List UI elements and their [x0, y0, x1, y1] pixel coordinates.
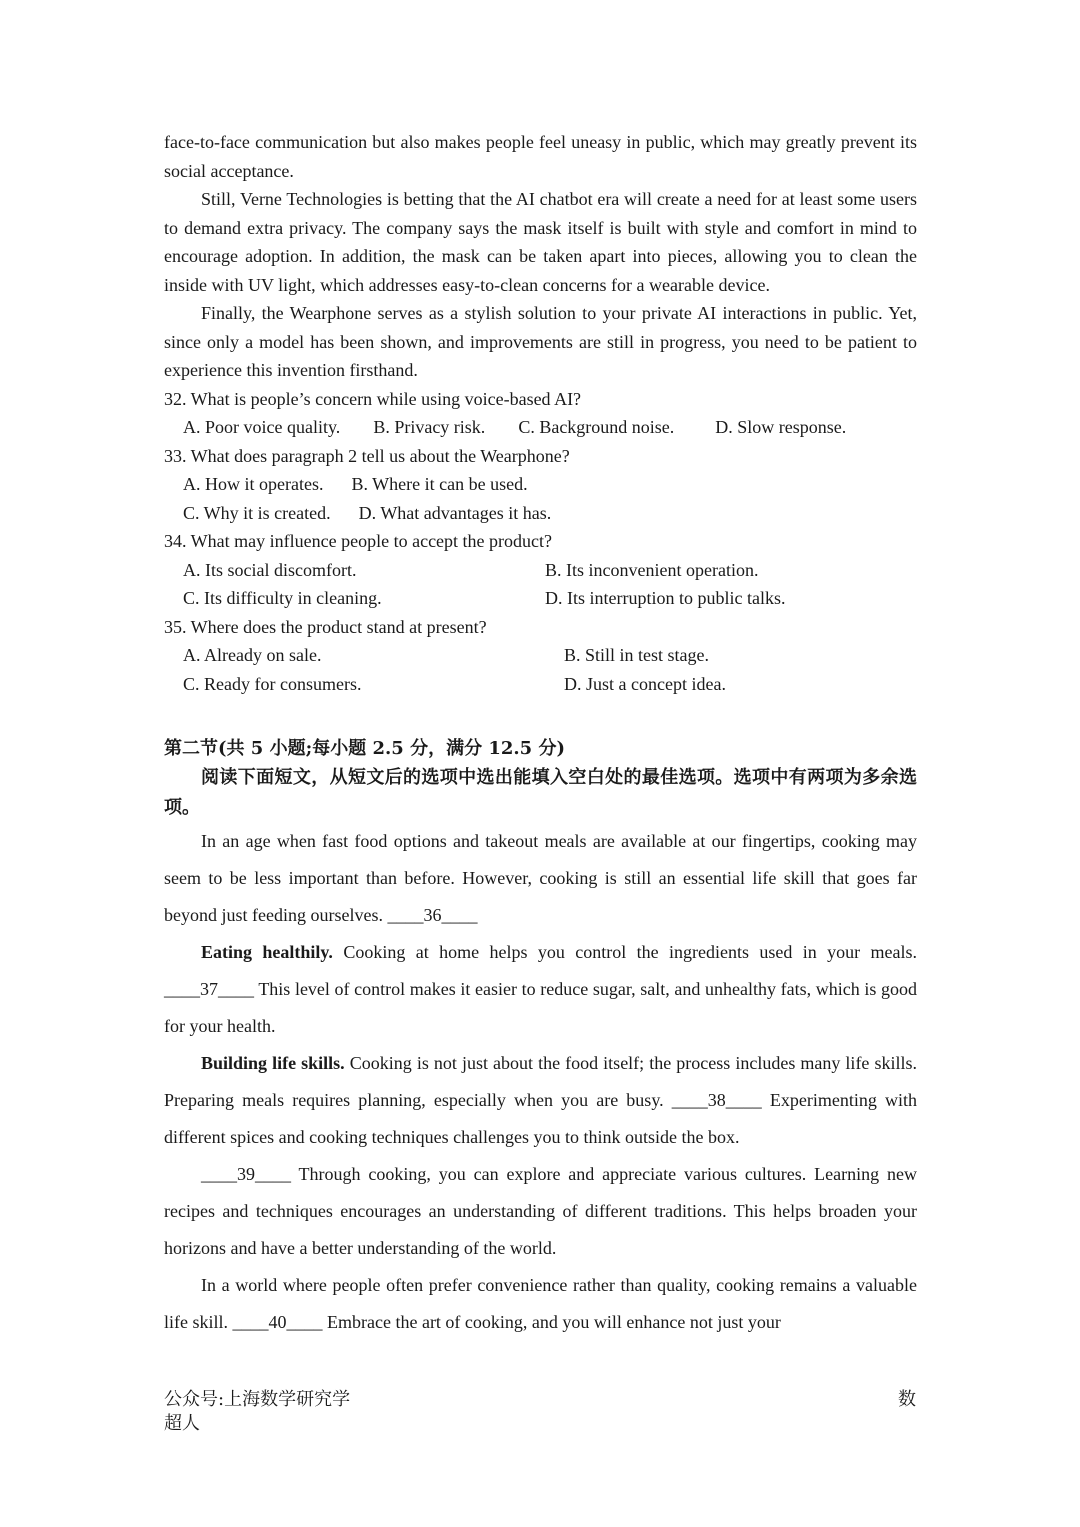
option-33-a: A. How it operates.: [183, 474, 324, 494]
question-stem-33: 33. What does paragraph 2 tell us about the Wearphone?: [164, 445, 570, 466]
passage-paragraph: face-to-face communication but also makes people feel uneasy in public, which may greatly prevent its social acceptance.: [164, 132, 917, 181]
options-34-row2: [164, 584, 917, 613]
footer-left: 公众号:上海数学研究学超人: [164, 1389, 351, 1434]
cloze-paragraph-4: ____39____ Through cooking, you can explore and appreciate various cultures. Learning new recipes and techniques encourages an understanding of different traditions. This helps broaden your horizons and have a better understanding of the world.: [164, 1164, 917, 1258]
option-35-b: B. Still in test stage.: [564, 645, 710, 665]
options-32: [164, 413, 917, 442]
option-34-d: D. Its interruption to public talks.: [545, 588, 786, 608]
blank-36: ____36____: [387, 905, 478, 925]
option-35-a: A. Already on sale.: [183, 645, 322, 665]
blank-39: ____39____: [201, 1164, 291, 1184]
options-33-row1: [164, 470, 917, 499]
option-32-d: D. Slow response.: [715, 417, 847, 437]
document-page: [164, 128, 917, 1341]
passage-paragraph: Still, Verne Technologies is betting that the AI chatbot era will create a need for at least some users to demand extra privacy. The company says the mask itself is built with style and comfort in mind to encourage adoption. In addition, the mask can be taken apart into pieces, allowing you to clean the inside with UV light, which addresses easy-to-clean concerns for a wearable device.: [164, 189, 917, 295]
question-stem-35: 35. Where does the product stand at present?: [164, 616, 487, 637]
options-33-row2: [164, 499, 917, 528]
option-32-b: B. Privacy risk.: [373, 417, 486, 437]
options-35-row2: [164, 670, 917, 699]
blank-38: ____38____: [671, 1090, 762, 1110]
blank-37: ____37____: [164, 979, 254, 999]
option-32-c: C. Background noise.: [518, 417, 675, 437]
footer-right: 数: [898, 1389, 916, 1410]
heading-building-life-skills: Building life skills.: [201, 1053, 345, 1073]
heading-eating-healthily: Eating healthily.: [201, 942, 333, 962]
question-stem-34: 34. What may influence people to accept the product?: [164, 531, 553, 551]
options-34-row1: [164, 556, 917, 585]
section-instruction: 阅读下面短文，从短文后的选项中选出能填入空白处的最佳选项。选项中有两项为多余选项。: [164, 767, 917, 818]
cloze-paragraph-2: Eating healthily. Cooking at home helps you control the ingredients used in your meals. ____37____ This level of control makes it easier to reduce sugar, salt, and unhealthy fats, which is good for your health.: [164, 942, 917, 1036]
cloze-paragraph-5: In a world where people often prefer convenience rather than quality, cooking remains a valuable life skill. ____40____ Embrace the art of cooking, and you will enhance not just your: [164, 1275, 917, 1332]
option-34-c: C. Its difficulty in cleaning.: [183, 588, 382, 608]
question-stem-32: 32. What is people’s concern while using voice-based AI?: [164, 388, 582, 409]
option-33-b: B. Where it can be used.: [351, 474, 528, 494]
section-title: 第二节(共 5 小题;每小题 2.5 分，满分 12.5 分): [164, 738, 565, 759]
cloze-paragraph-1: In an age when fast food options and takeout meals are available at our fingertips, cooking may seem to be less important than before. However, cooking is still an essential life skill that goes far beyond just feeding ourselves. ____36____: [164, 831, 917, 925]
option-33-d: D. What advantages it has.: [358, 502, 552, 523]
option-35-d: D. Just a concept idea.: [564, 673, 726, 694]
cloze-paragraph-3: Building life skills. Cooking is not just about the food itself; the process includes many life skills. Preparing meals requires planning, especially when you are busy. ____38____ Experimenting with different spices and cooking techniques challenges you to think outside the box.: [164, 1053, 917, 1147]
passage-paragraph: Finally, the Wearphone serves as a stylish solution to your private AI interactions in public. Yet, since only a model has been shown, and improvements are still in progress, you need to be patient to experience this invention firsthand.: [164, 303, 917, 380]
option-32-a: A. Poor voice quality.: [183, 417, 341, 437]
blank-40: ____40____: [232, 1312, 323, 1332]
option-34-a: A. Its social discomfort.: [183, 559, 357, 580]
option-35-c: C. Ready for consumers.: [183, 673, 362, 694]
options-35-row1: [164, 641, 917, 670]
option-34-b: B. Its inconvenient operation.: [545, 559, 759, 580]
option-33-c: C. Why it is created.: [183, 502, 331, 523]
